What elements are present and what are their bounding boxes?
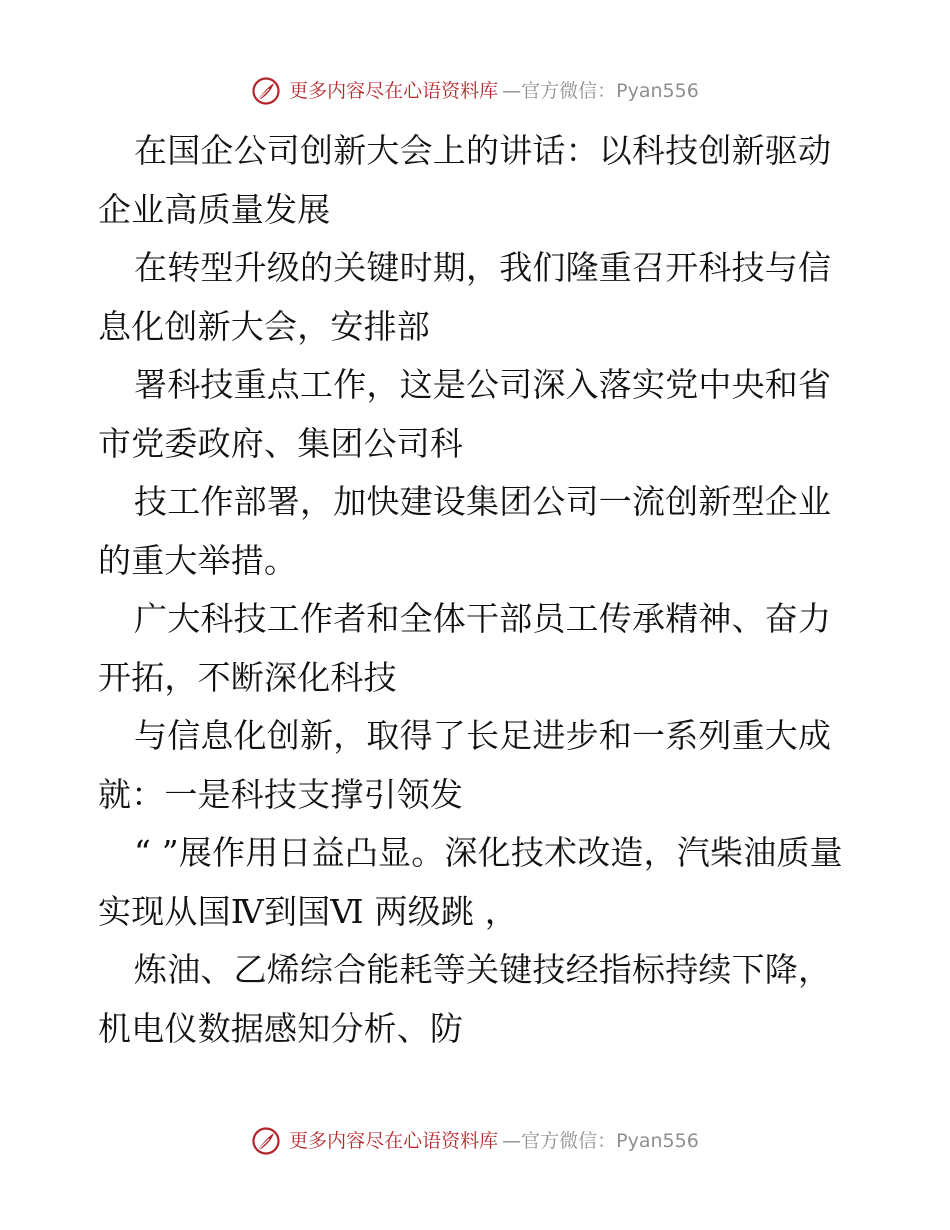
footer-watermark [0,1126,950,1156]
header-watermark [0,76,950,106]
watermark-site-text: 更多内容尽在心语资料库 [289,79,499,102]
paragraph-text: 在转型升级的关键时期，我们隆重召开科技与信息化创新大会，安排部 [98,248,832,346]
paragraph-title: 在国企公司创新大会上的讲话：以科技创新驱动企业高质量发展 [98,131,832,229]
paragraph-text: 炼油、乙烯综合能耗等关键技经指标持续下降，机电仪数据感知分析、防 [98,950,832,1048]
watermark-wechat-text: —官方微信：Pyan556 [502,79,699,102]
quill-pen-logo-icon [251,76,281,106]
watermark-site-text: 更多内容尽在心语资料库 [289,1129,499,1152]
paragraph-text: 广大科技工作者和全体干部员工传承精神、奋力开拓，不断深化科技 [98,599,832,697]
watermark-wechat-text: —官方微信：Pyan556 [502,1129,699,1152]
document-body [98,122,858,1058]
paragraph-text: “ ”展作用日益凸显。深化技术改造，汽柴油质量实现从国Ⅳ到国Ⅵ 两级跳 ， [98,833,843,931]
paragraph-text: 技工作部署，加快建设集团公司一流创新型企业的重大举措。 [98,482,832,580]
paragraph-text: 与信息化创新，取得了长足进步和一系列重大成就：一是科技支撑引领发 [98,716,832,814]
paragraph-text: 署科技重点工作，这是公司深入落实党中央和省市党委政府、集团公司科 [98,365,832,463]
quill-pen-logo-icon [251,1126,281,1156]
